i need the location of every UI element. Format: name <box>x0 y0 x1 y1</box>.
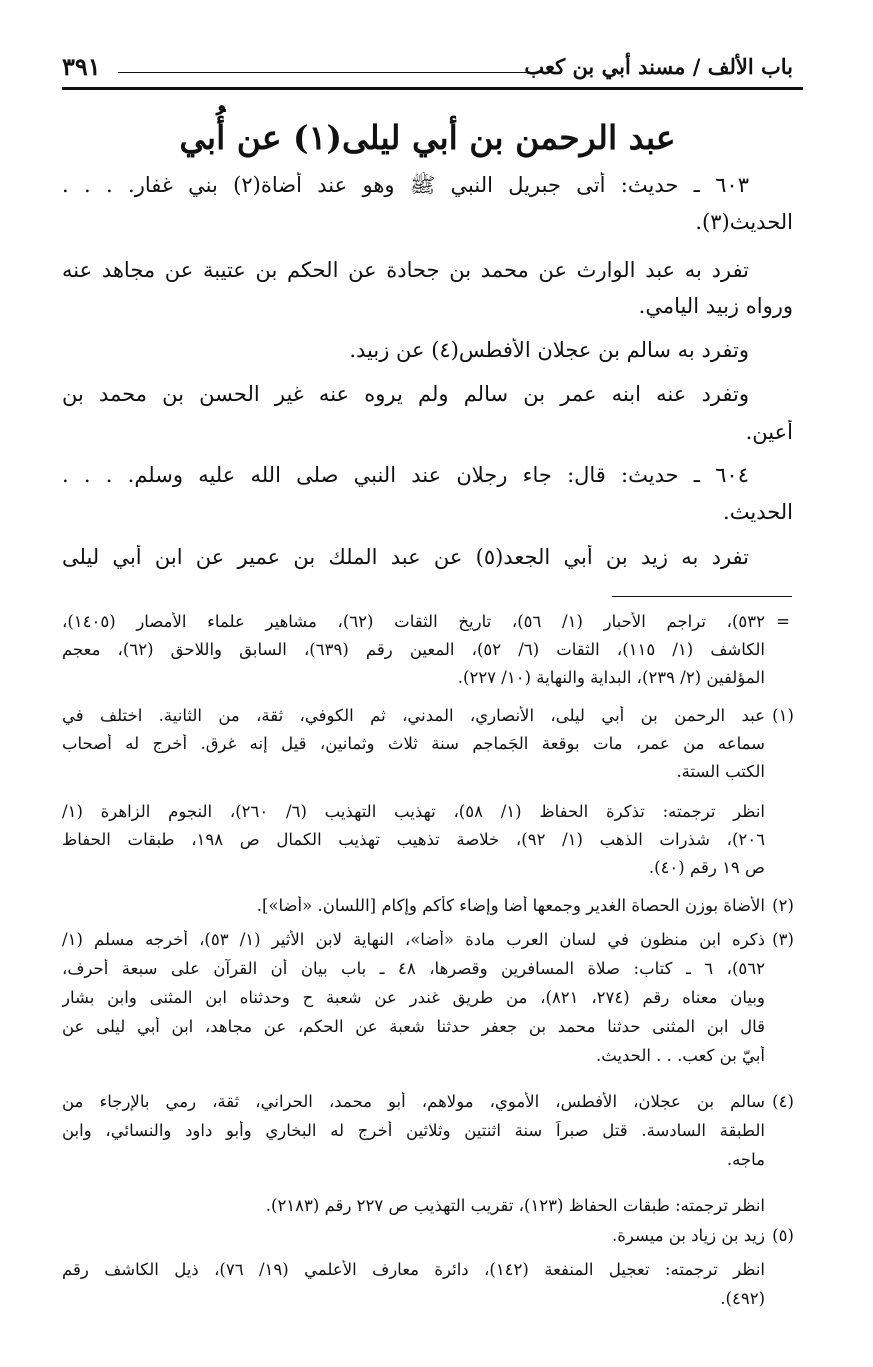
footnote-line: ٢٠٦)، شذرات الذهب (١/ ٩٢)، خلاصة تذهيب تهذيب الكمال ص ١٩٨، طبقات الحفاظ <box>62 830 765 849</box>
hadith-603-line-2: الحديث(٣). <box>695 210 793 234</box>
footnote-line: الكتب الستة. <box>676 762 765 781</box>
footnote-line: وبيان معناه رقم (٢٧٤، ٨٢١)، من طريق غندر عن شعبة ح وحدثناه ابن المثنى وابن بشار <box>62 988 765 1007</box>
footnote-5-references <box>62 1260 793 1320</box>
footnote-continued <box>62 612 793 702</box>
footnote-line: ذكره ابن منظون في لسان العرب مادة «أضا»، النهاية لابن الأثير (١/ ٥٣)، أخرجه مسلم (١/ <box>62 930 765 949</box>
hadith-604-line-2: الحديث. <box>723 500 793 524</box>
footnote-marker: (٢) <box>772 896 794 915</box>
footnote-line: ٥٦٢)، ٦ ـ كتاب: صلاة المسافرين وقصرها، ٤٨ ـ باب بيان أن القرآن على سبعة أحرف، <box>62 959 765 978</box>
running-title: باب الألف / مسند أبي بن كعب <box>524 54 793 79</box>
footnote-line: انظر ترجمته: تعجيل المنفعة (١٤٢)، دائرة معارف الأعلمي (١٩/ ٧٦)، ذيل الكاشف رقم <box>62 1260 765 1279</box>
footnote-marker: (١) <box>772 706 794 725</box>
body-line: ورواه زبيد اليامي. <box>638 294 793 318</box>
footnote-line: أُبيّ بن كعب. . . الحديث. <box>595 1046 765 1065</box>
footnote-marker: (٣) <box>772 930 794 949</box>
body-line: أعين. <box>745 420 793 444</box>
body-line: تفرد به عبد الوارث عن محمد بن جحادة عن الحكم بن عتيبة عن مجاهد عنه <box>62 258 749 282</box>
header-rule <box>118 72 553 73</box>
footnote-4-references <box>62 1196 793 1226</box>
footnote-marker: (٤) <box>772 1092 794 1111</box>
footnote-2 <box>62 896 793 926</box>
footnote-4 <box>62 1092 793 1182</box>
footnote-line: المؤلفين (٢/ ٢٣٩)، البداية والنهاية (١٠/ ٢٢٧). <box>457 668 765 687</box>
page-number: ٣٩١ <box>62 52 101 81</box>
hadith-604-line-1: ٦٠٤ ـ حديث: قال: جاء رجلان عند النبي صلى الله عليه وسلم. . . . <box>62 463 749 487</box>
footnote-line: الكاشف (١/ ١١٥)، الثقات (٦/ ٥٢)، المعين رقم (٦٣٩)، السابق واللاحق (٦٢)، معجم <box>62 640 765 659</box>
footnote-line: (٤٩٢). <box>720 1289 765 1308</box>
running-header <box>62 52 793 88</box>
hadith-603-line-1: ٦٠٣ ـ حديث: أتى جبريل النبي ﷺ وهو عند أضاة(٢) بني غفار. . . . <box>62 173 749 197</box>
section-title: عبد الرحمن بن أبي ليلى(١) عن أُبي <box>179 118 676 157</box>
body-line: وتفرد به سالم بن عجلان الأفطس(٤) عن زبيد. <box>349 338 749 362</box>
footnote-marker: (٥) <box>772 1226 794 1245</box>
footnote-marker: = <box>776 612 790 631</box>
footnote-line: ٥٣٢)، تراجم الأحبار (١/ ٥٦)، تاريخ الثقات (٦٢)، مشاهير علماء الأمصار (١٤٠٥)، <box>62 612 765 631</box>
body-line: وتفرد عنه ابنه عمر بن سالم ولم يروه عنه غير الحسن بن محمد بن <box>62 382 749 406</box>
footnote-line: الطبقة السادسة. قتل صبراً سنة اثنتين وثلاثين أخرج له البخاري وأبو داود والنسائي، وابن <box>62 1121 765 1140</box>
footnote-separator <box>612 596 792 597</box>
footnote-line: انظر ترجمته: تذكرة الحفاظ (١/ ٥٨)، تهذيب التهذيب (٦/ ٢٦٠)، النجوم الزاهرة (١/ <box>62 802 765 821</box>
body-line: تفرد به زيد بن أبي الجعد(٥) عن عبد الملك بن عمير عن ابن أبي ليلى <box>62 545 750 569</box>
header-thick-rule <box>62 87 803 90</box>
footnote-1 <box>62 706 793 796</box>
footnote-1-references <box>62 802 793 892</box>
footnote-line: ص ١٩ رقم (٤٠). <box>648 858 765 877</box>
footnote-line: انظر ترجمته: طبقات الحفاظ (١٢٣)، تقريب التهذيب ص ٢٢٧ رقم (٢١٨٣). <box>265 1196 765 1215</box>
footnote-line: سماعه من عمر، مات بوقعة الجَماجم سنة ثلاث وثمانين، قيل إنه غرق. أخرج له أصحاب <box>62 734 765 753</box>
footnote-line: الأضاة بوزن الحصاة الغدير وجمعها أضا وإضاء كأكم وإكام [اللسان. «أضا»]. <box>256 896 765 915</box>
footnote-line: عبد الرحمن بن أبي ليلى، الأنصاري، المدني، ثم الكوفي، ثقة، من الثانية. اختلف في <box>62 706 765 725</box>
footnote-line: ماجه. <box>726 1150 765 1169</box>
footnote-5 <box>62 1226 793 1256</box>
footnote-line: زيد بن زياد بن ميسرة. <box>612 1226 765 1245</box>
footnote-line: سالم بن عجلان، الأفطس، الأموي، مولاهم، أبو محمد، الحراني، ثقة، رمي بالإرجاء من <box>62 1092 765 1111</box>
footnote-3 <box>62 930 793 1080</box>
footnote-line: قال ابن المثنى حدثنا محمد بن جعفر حدثنا شعبة عن الحكم، عن مجاهد، ابن أبي ليلى عن <box>62 1017 765 1036</box>
